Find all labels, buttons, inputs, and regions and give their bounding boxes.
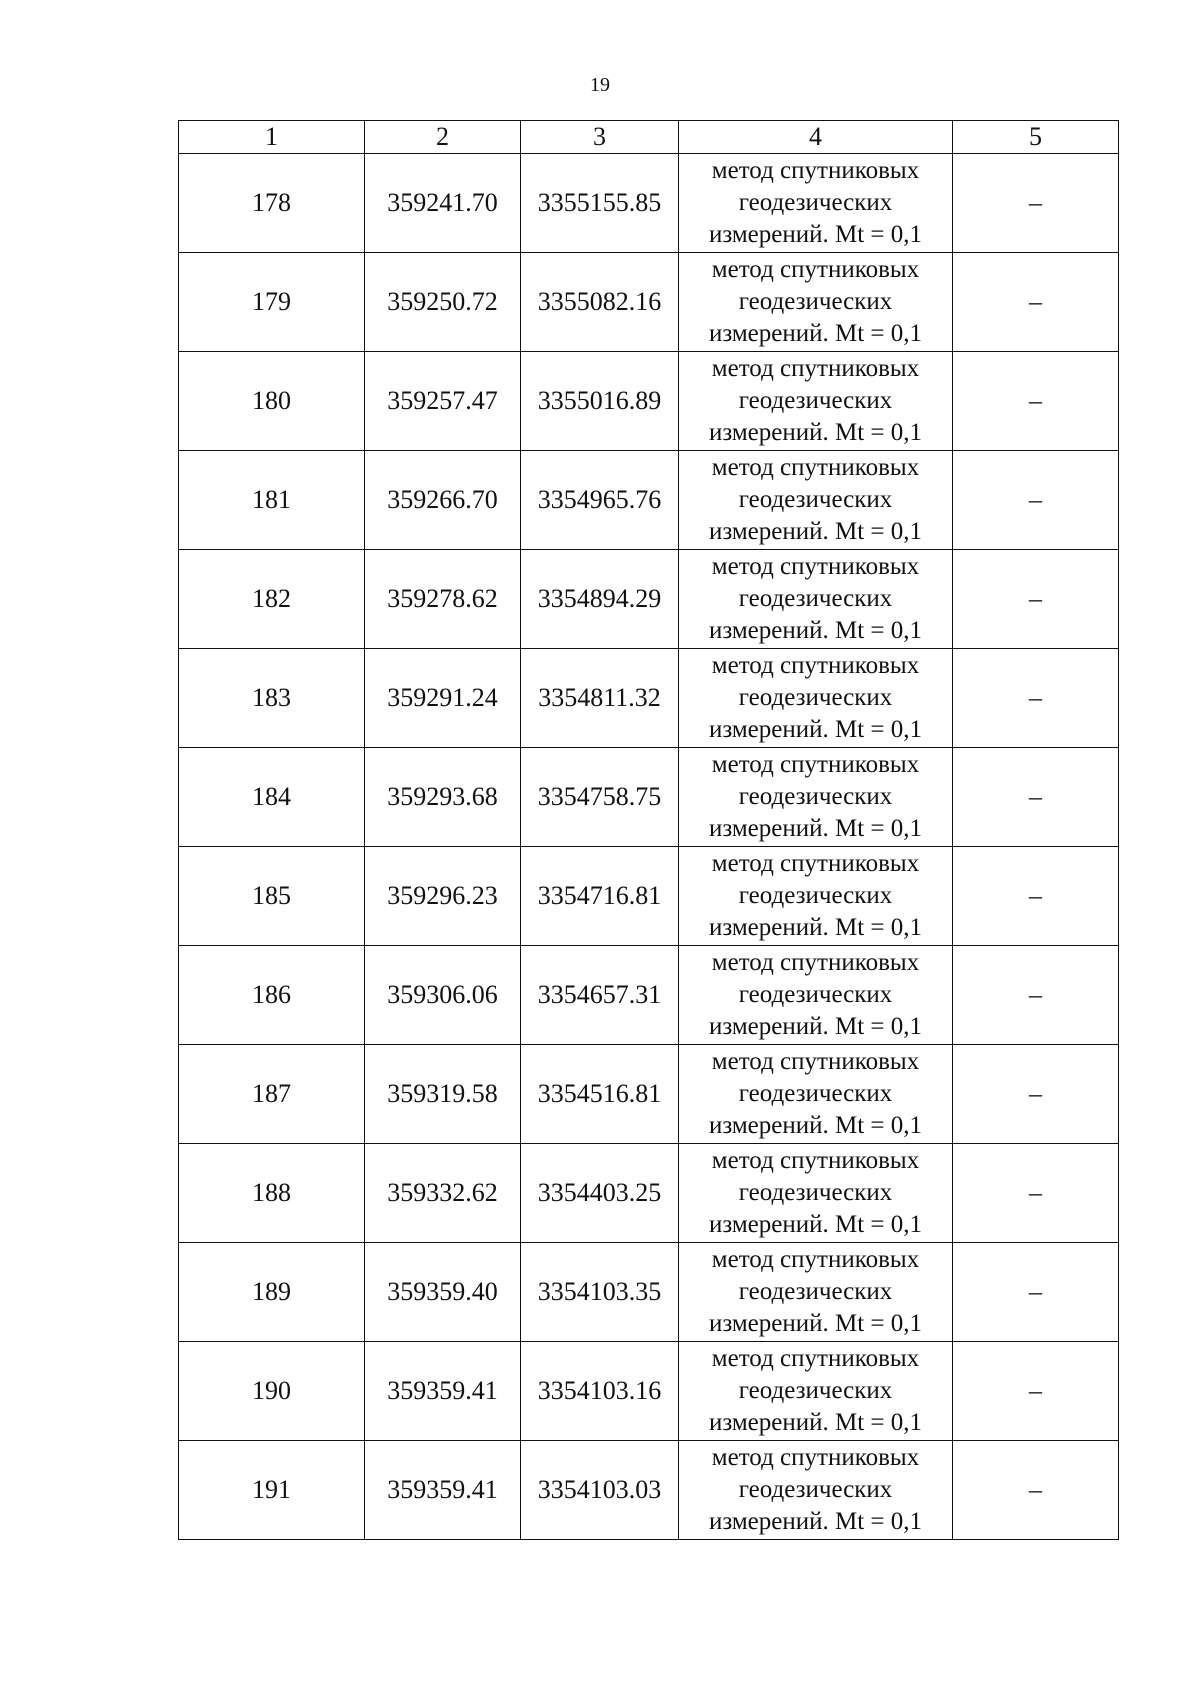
point-number-cell: 178 <box>179 154 365 253</box>
method-line: измерений. Mt = 0,1 <box>708 617 923 644</box>
point-number-cell: 183 <box>179 649 365 748</box>
method-line: метод спутниковых <box>711 751 920 778</box>
method-line: измерений. Mt = 0,1 <box>708 1013 923 1040</box>
method-cell <box>679 946 953 1045</box>
table-row <box>179 1144 1119 1243</box>
table-row <box>179 154 1119 253</box>
note-cell: – <box>953 1045 1119 1144</box>
method-cell <box>679 1144 953 1243</box>
table-row <box>179 253 1119 352</box>
method-cell <box>679 1243 953 1342</box>
note-cell: – <box>953 154 1119 253</box>
coordinates-table <box>178 120 1119 1540</box>
point-number-cell: 180 <box>179 352 365 451</box>
method-line: геодезических <box>738 882 893 909</box>
note-cell: – <box>953 451 1119 550</box>
header-cell-2: 2 <box>365 121 521 154</box>
point-number-cell: 187 <box>179 1045 365 1144</box>
table-row <box>179 946 1119 1045</box>
table-row <box>179 1441 1119 1540</box>
note-cell: – <box>953 748 1119 847</box>
method-line: метод спутниковых <box>711 355 920 382</box>
page-number: 19 <box>590 74 610 96</box>
x-coordinate-cell: 359359.41 <box>365 1342 521 1441</box>
method-line: измерений. Mt = 0,1 <box>708 716 923 743</box>
y-coordinate-cell: 3354894.29 <box>521 550 679 649</box>
note-cell: – <box>953 1144 1119 1243</box>
table-row <box>179 1342 1119 1441</box>
method-line: измерений. Mt = 0,1 <box>708 815 923 842</box>
y-coordinate-cell: 3354516.81 <box>521 1045 679 1144</box>
method-line: измерений. Mt = 0,1 <box>708 1508 923 1535</box>
note-cell: – <box>953 649 1119 748</box>
x-coordinate-cell: 359266.70 <box>365 451 521 550</box>
y-coordinate-cell: 3355155.85 <box>521 154 679 253</box>
method-line: измерений. Mt = 0,1 <box>708 320 923 347</box>
header-cell-5: 5 <box>953 121 1119 154</box>
method-line: измерений. Mt = 0,1 <box>708 1112 923 1139</box>
method-line: метод спутниковых <box>711 1345 920 1372</box>
y-coordinate-cell: 3354758.75 <box>521 748 679 847</box>
method-line: измерений. Mt = 0,1 <box>708 518 923 545</box>
point-number-cell: 185 <box>179 847 365 946</box>
x-coordinate-cell: 359241.70 <box>365 154 521 253</box>
header-cell-4: 4 <box>679 121 953 154</box>
y-coordinate-cell: 3354811.32 <box>521 649 679 748</box>
method-line: метод спутниковых <box>711 553 920 580</box>
header-cell-3: 3 <box>521 121 679 154</box>
y-coordinate-cell: 3354716.81 <box>521 847 679 946</box>
x-coordinate-cell: 359306.06 <box>365 946 521 1045</box>
method-cell <box>679 1342 953 1441</box>
y-coordinate-cell: 3354403.25 <box>521 1144 679 1243</box>
method-line: метод спутниковых <box>711 157 920 184</box>
method-line: измерений. Mt = 0,1 <box>708 1310 923 1337</box>
y-coordinate-cell: 3355016.89 <box>521 352 679 451</box>
y-coordinate-cell: 3354103.35 <box>521 1243 679 1342</box>
note-cell: – <box>953 847 1119 946</box>
point-number-cell: 179 <box>179 253 365 352</box>
method-cell <box>679 352 953 451</box>
method-cell <box>679 154 953 253</box>
note-cell: – <box>953 1342 1119 1441</box>
note-cell: – <box>953 946 1119 1045</box>
y-coordinate-cell: 3354103.03 <box>521 1441 679 1540</box>
method-line: метод спутниковых <box>711 1147 920 1174</box>
table-row <box>179 1045 1119 1144</box>
note-cell: – <box>953 1243 1119 1342</box>
header-cell-1: 1 <box>179 121 365 154</box>
method-line: геодезических <box>738 783 893 810</box>
method-line: измерений. Mt = 0,1 <box>708 221 923 248</box>
note-cell: – <box>953 550 1119 649</box>
method-line: метод спутниковых <box>711 850 920 877</box>
table-body <box>179 154 1119 1540</box>
point-number-cell: 189 <box>179 1243 365 1342</box>
method-cell <box>679 1441 953 1540</box>
point-number-cell: 191 <box>179 1441 365 1540</box>
note-cell: – <box>953 352 1119 451</box>
x-coordinate-cell: 359359.40 <box>365 1243 521 1342</box>
method-line: геодезических <box>738 189 893 216</box>
method-line: измерений. Mt = 0,1 <box>708 419 923 446</box>
table-row <box>179 550 1119 649</box>
x-coordinate-cell: 359359.41 <box>365 1441 521 1540</box>
point-number-cell: 184 <box>179 748 365 847</box>
y-coordinate-cell: 3354103.16 <box>521 1342 679 1441</box>
point-number-cell: 190 <box>179 1342 365 1441</box>
x-coordinate-cell: 359296.23 <box>365 847 521 946</box>
method-line: геодезических <box>738 387 893 414</box>
method-line: геодезических <box>738 1278 893 1305</box>
method-line: геодезических <box>738 1080 893 1107</box>
table-row <box>179 847 1119 946</box>
y-coordinate-cell: 3354965.76 <box>521 451 679 550</box>
note-cell: – <box>953 1441 1119 1540</box>
method-cell <box>679 847 953 946</box>
method-line: геодезических <box>738 1179 893 1206</box>
table-header <box>179 121 1119 154</box>
x-coordinate-cell: 359257.47 <box>365 352 521 451</box>
method-line: измерений. Mt = 0,1 <box>708 914 923 941</box>
method-cell <box>679 451 953 550</box>
point-number-cell: 181 <box>179 451 365 550</box>
x-coordinate-cell: 359332.62 <box>365 1144 521 1243</box>
x-coordinate-cell: 359291.24 <box>365 649 521 748</box>
method-line: геодезических <box>738 585 893 612</box>
y-coordinate-cell: 3355082.16 <box>521 253 679 352</box>
note-cell: – <box>953 253 1119 352</box>
method-line: геодезических <box>738 1476 893 1503</box>
point-number-cell: 188 <box>179 1144 365 1243</box>
method-line: геодезических <box>738 486 893 513</box>
method-line: геодезических <box>738 1377 893 1404</box>
method-line: метод спутниковых <box>711 1444 920 1471</box>
table-row <box>179 451 1119 550</box>
table-row <box>179 748 1119 847</box>
x-coordinate-cell: 359319.58 <box>365 1045 521 1144</box>
x-coordinate-cell: 359278.62 <box>365 550 521 649</box>
point-number-cell: 182 <box>179 550 365 649</box>
method-line: измерений. Mt = 0,1 <box>708 1409 923 1436</box>
method-line: геодезических <box>738 981 893 1008</box>
method-line: метод спутниковых <box>711 652 920 679</box>
method-line: метод спутниковых <box>711 1048 920 1075</box>
x-coordinate-cell: 359293.68 <box>365 748 521 847</box>
table-row <box>179 352 1119 451</box>
method-line: метод спутниковых <box>711 454 920 481</box>
header-row <box>179 121 1119 154</box>
method-line: метод спутниковых <box>711 256 920 283</box>
method-cell <box>679 253 953 352</box>
method-cell <box>679 550 953 649</box>
method-line: метод спутниковых <box>711 949 920 976</box>
table-row <box>179 649 1119 748</box>
y-coordinate-cell: 3354657.31 <box>521 946 679 1045</box>
method-line: геодезических <box>738 288 893 315</box>
method-line: метод спутниковых <box>711 1246 920 1273</box>
method-cell <box>679 748 953 847</box>
method-line: измерений. Mt = 0,1 <box>708 1211 923 1238</box>
method-cell <box>679 1045 953 1144</box>
point-number-cell: 186 <box>179 946 365 1045</box>
x-coordinate-cell: 359250.72 <box>365 253 521 352</box>
method-line: геодезических <box>738 684 893 711</box>
table-row <box>179 1243 1119 1342</box>
method-cell <box>679 649 953 748</box>
